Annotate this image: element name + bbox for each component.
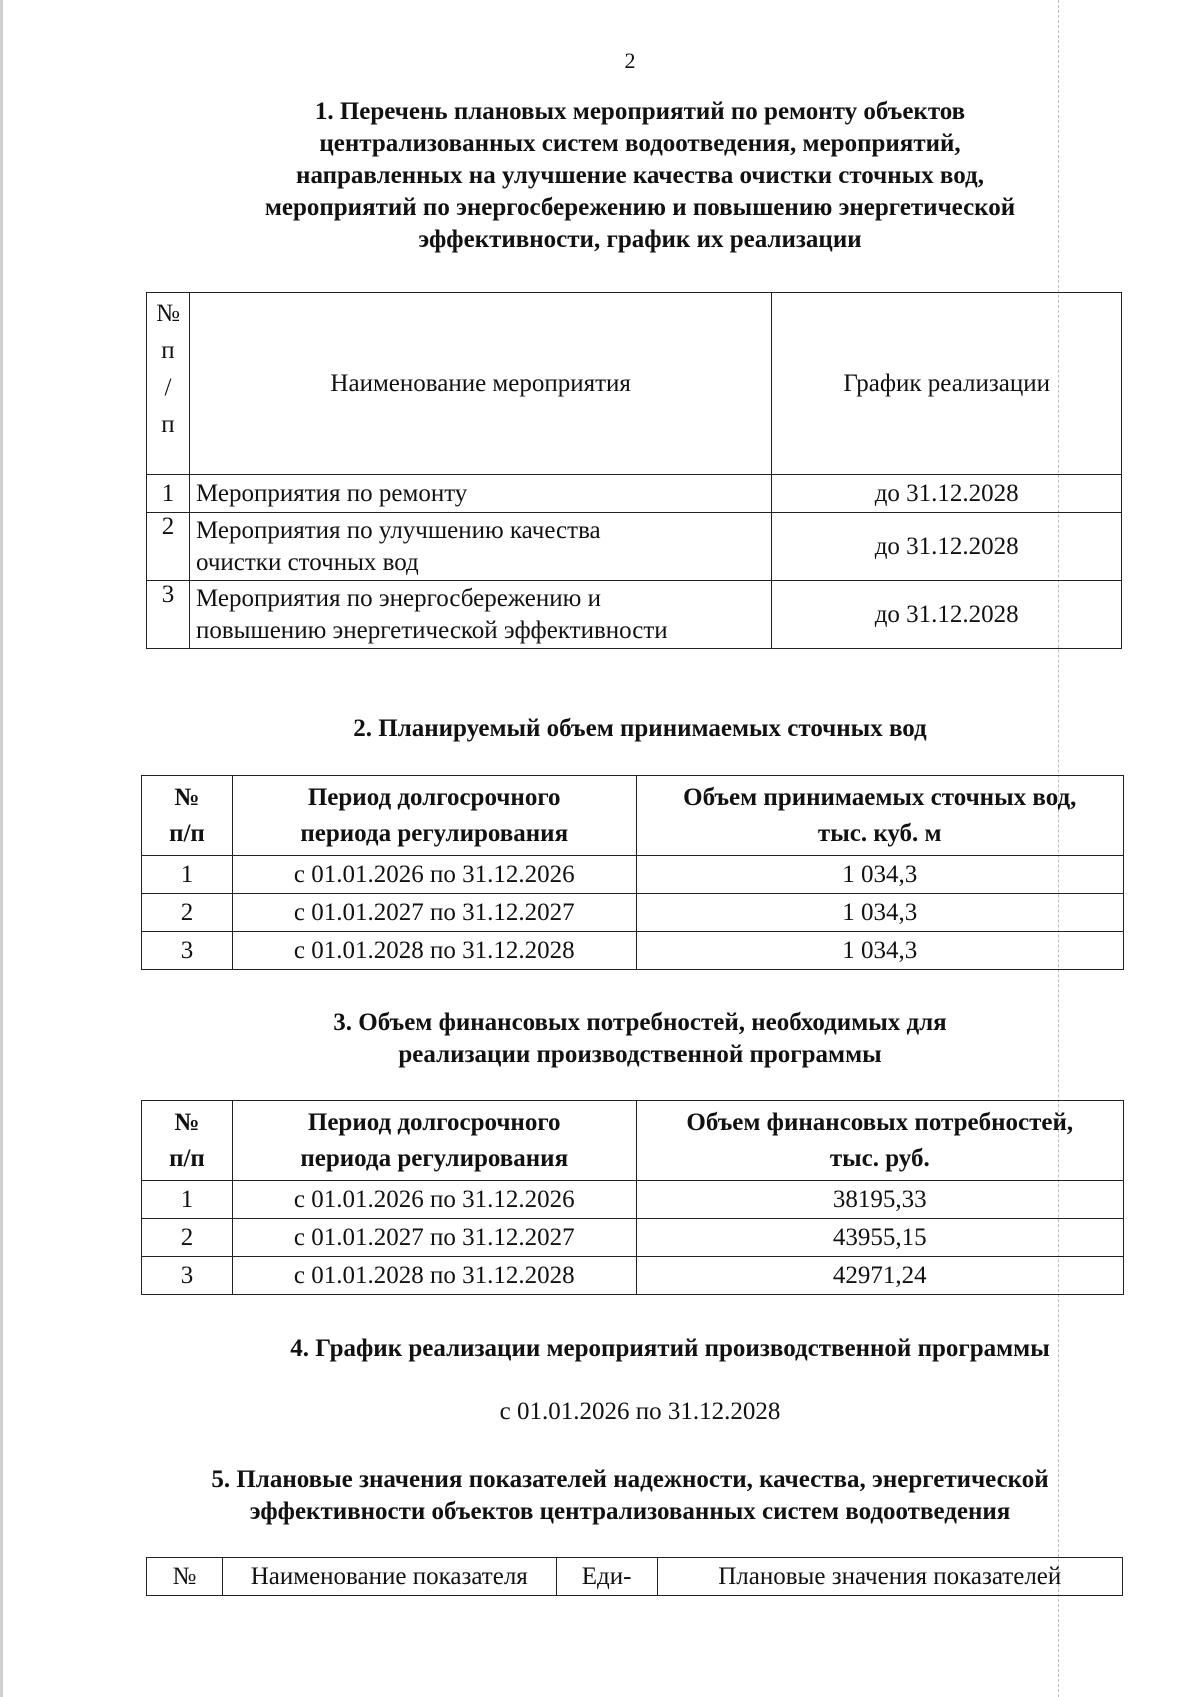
row-name: Мероприятия по ремонту bbox=[189, 475, 771, 513]
header-values: Плановые значения показателей bbox=[657, 1558, 1122, 1596]
row-name: Мероприятия по улучшению качества очистки сточных вод bbox=[189, 513, 771, 581]
section2-title: 2. Планируемый объем принимаемых сточных вод bbox=[353, 715, 927, 742]
section3-title-line: 3. Объем финансовых потребностей, необходимых для bbox=[333, 1009, 947, 1036]
section1-title-line: мероприятий по энергосбережению и повышению энергетической bbox=[264, 194, 1016, 221]
table-header-row bbox=[147, 1558, 1123, 1596]
section1-title-line: централизованных систем водоотведения, мероприятий, bbox=[319, 130, 961, 157]
header-value: Объем принимаемых сточных вод, тыс. куб. м bbox=[636, 776, 1123, 856]
row-value: 1 034,3 bbox=[636, 856, 1123, 894]
row-schedule: до 31.12.2028 bbox=[772, 475, 1122, 513]
section1-title-line: 1. Перечень плановых мероприятий по ремонту объектов bbox=[314, 98, 966, 125]
row-num: 1 bbox=[142, 1181, 233, 1219]
row-num: 2 bbox=[142, 1219, 233, 1257]
scan-left-edge bbox=[0, 0, 3, 1697]
row-schedule: до 31.12.2028 bbox=[772, 581, 1122, 649]
row-value: 1 034,3 bbox=[636, 932, 1123, 970]
row-period: с 01.01.2027 по 31.12.2027 bbox=[232, 894, 636, 932]
table-row bbox=[142, 1219, 1124, 1257]
section3-table bbox=[141, 1100, 1124, 1295]
header-period: Период долгосрочного периода регулирования bbox=[232, 776, 636, 856]
header-num: № п / п bbox=[147, 293, 190, 475]
table-header-row bbox=[142, 1101, 1124, 1181]
row-period: с 01.01.2028 по 31.12.2028 bbox=[232, 1257, 636, 1295]
row-period: с 01.01.2026 по 31.12.2026 bbox=[232, 1181, 636, 1219]
table-row bbox=[142, 1181, 1124, 1219]
header-value: Объем финансовых потребностей, тыс. руб. bbox=[636, 1101, 1123, 1181]
page-number: 2 bbox=[624, 48, 636, 73]
section5-title-line: эффективности объектов централизованных систем водоотведения bbox=[249, 1498, 1011, 1525]
row-name: Мероприятия по энергосбережению и повышению энергетической эффективности bbox=[189, 581, 771, 649]
table-row bbox=[142, 856, 1124, 894]
header-num: № bbox=[147, 1558, 223, 1596]
section1-table bbox=[146, 292, 1122, 649]
table-header-row bbox=[147, 293, 1122, 475]
section5-title-line: 5. Плановые значения показателей надежности, качества, энергетической bbox=[211, 1466, 1049, 1493]
row-period: с 01.01.2027 по 31.12.2027 bbox=[232, 1219, 636, 1257]
header-period: Период долгосрочного периода регулирования bbox=[232, 1101, 636, 1181]
table-row bbox=[147, 475, 1122, 513]
section3-title bbox=[40, 1007, 1200, 1071]
section4-title: 4. График реализации мероприятий производственной программы bbox=[290, 1335, 1050, 1362]
section4-period: с 01.01.2026 по 31.12.2028 bbox=[499, 1398, 781, 1425]
table-row bbox=[147, 581, 1122, 649]
table-row bbox=[142, 932, 1124, 970]
header-unit: Еди- bbox=[556, 1558, 657, 1596]
section2-table bbox=[141, 775, 1124, 970]
header-name: Наименование мероприятия bbox=[189, 293, 771, 475]
table-row bbox=[147, 513, 1122, 581]
row-num: 2 bbox=[142, 894, 233, 932]
row-value: 38195,33 bbox=[636, 1181, 1123, 1219]
table-header-row bbox=[142, 776, 1124, 856]
row-value: 1 034,3 bbox=[636, 894, 1123, 932]
section1-title-line: эффективности, график их реализации bbox=[418, 226, 862, 253]
header-schedule: График реализации bbox=[772, 293, 1122, 475]
header-num: № п/п bbox=[142, 1101, 233, 1181]
header-name: Наименование показателя bbox=[222, 1558, 556, 1596]
row-num: 3 bbox=[142, 1257, 233, 1295]
row-num: 3 bbox=[142, 932, 233, 970]
section5-title bbox=[30, 1464, 1200, 1528]
row-value: 42971,24 bbox=[636, 1257, 1123, 1295]
row-num: 3 bbox=[147, 581, 190, 649]
row-period: с 01.01.2028 по 31.12.2028 bbox=[232, 932, 636, 970]
section3-title-line: реализации производственной программы bbox=[398, 1041, 882, 1068]
section1-title-line: направленных на улучшение качества очистки сточных вод, bbox=[296, 162, 984, 189]
row-num: 1 bbox=[147, 475, 190, 513]
row-value: 43955,15 bbox=[636, 1219, 1123, 1257]
table-row bbox=[142, 894, 1124, 932]
row-period: с 01.01.2026 по 31.12.2026 bbox=[232, 856, 636, 894]
row-num: 2 bbox=[147, 513, 190, 581]
section1-title bbox=[40, 96, 1200, 256]
header-num: № п/п bbox=[142, 776, 233, 856]
section5-table bbox=[146, 1557, 1123, 1596]
row-schedule: до 31.12.2028 bbox=[772, 513, 1122, 581]
row-num: 1 bbox=[142, 856, 233, 894]
table-row bbox=[142, 1257, 1124, 1295]
